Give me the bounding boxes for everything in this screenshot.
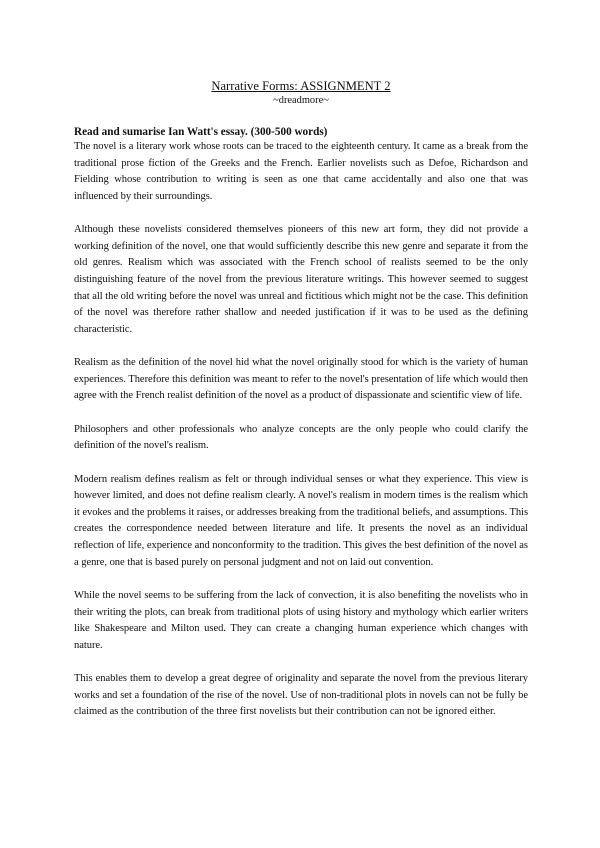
assignment-task: Read and sumarise Ian Watt's essay. (300-500 words) <box>74 126 328 138</box>
author-byline: ~dreadmore~ <box>273 95 329 106</box>
paragraph-1: The novel is a literary work whose roots can be traced to the eighteenth century. It came as a break from the traditional prose fiction of the Greeks and the French. Earlier novelists such as Defoe, Richardson and Fielding whose contribution to writing is seen as one that came accidentally and also one that was influenced by their surroundings. <box>74 141 528 202</box>
document-title: Narrative Forms: ASSIGNMENT 2 <box>211 79 391 93</box>
paragraph-3: Realism as the definition of the novel hid what the novel originally stood for which is the variety of human experiences. Therefore this definition was meant to refer to the novel's presentation of life which would then agree with the French realist definition of the novel as a product of dispassionate and scientific view of life. <box>74 357 528 402</box>
paragraph-7: This enables them to develop a great degree of originality and separate the novel from the previous literary works and set a foundation of the rise of the novel. Use of non-traditional plots in novels can not be fully be claimed as the contribution of the three first novelists but their contribution can not be ignored either. <box>74 673 528 718</box>
paragraph-2: Although these novelists considered themselves pioneers of this new art form, they did not provide a working definition of the novel, one that would sufficiently describe this new genre and separate it from the old genres. Realism which was associated with the French school of realists seemed to be the only distinguishing feature of the novel from the previous literature writings. This however seemed to suggest that all the old writing before the novel was unreal and fictitious which might not be the case. This definition of the novel was therefore rather shallow and needed justification if it was to be used as the defining characteristic. <box>74 224 528 335</box>
paragraph-5: Modern realism defines realism as felt or through individual senses or what they experience. This view is however limited, and does not define realism clearly. A novel's realism in modern times is the realism which it evokes and the problems it raises, or addresses breaking from the traditional beliefs, and assumptions. This creates the correspondence needed between literature and life. It presents the novel as an individual reflection of life, experience and nonconformity to the tradition. This gives the best definition of the novel as a genre, one that is based purely on personal judgment and not on laid out convention. <box>74 473 528 568</box>
paragraph-4: Philosophers and other professionals who analyze concepts are the only people who could clarify the definition of the novel's realism. <box>74 423 528 452</box>
paragraph-6: While the novel seems to be suffering from the lack of convection, it is also benefiting the novelists who in their writing the plots, can break from traditional plots of using history and mythology which earlier writers like Shakespeare and Milton used. They can create a changing human experience which changes with nature. <box>74 590 528 651</box>
